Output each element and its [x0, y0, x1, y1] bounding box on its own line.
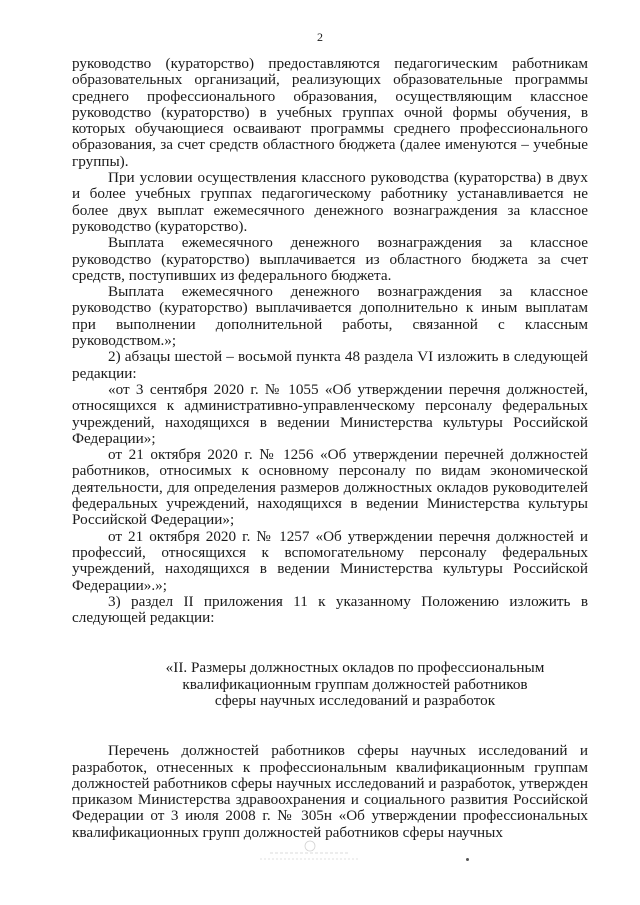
amendment-item-2: 2) абзацы шестой – восьмой пункта 48 раздела VI изложить в следующей редакции: [72, 348, 588, 382]
section-heading-line: сферы научных исследований и разработок [214, 691, 496, 709]
section-heading-line: «II. Размеры должностных окладов по профессиональным [165, 659, 545, 677]
paragraph: Перечень должностей работников сферы научных исследований и разработок, отнесенных к профессиональным квалификационным группам должностей работников сферы научных исследований и разработок, утвержден приказом Министерства здравоохранения и социального развития Российской Федерации от 3 июля 2008 г. № 305н «Об утверждении профессиональных квалификационных групп должностей работников сферы научных [72, 742, 588, 841]
stamp-mark [240, 840, 380, 862]
paragraph: «от 3 сентября 2020 г. № 1055 «Об утверждении перечня должностей, относящихся к административно-управленческому персоналу федеральных учреждений, находящихся в ведении Министерства культуры Российской Федерации»; [72, 380, 588, 447]
page-mark-dot [466, 858, 469, 861]
document-body [72, 56, 588, 841]
section-heading [72, 660, 588, 709]
paragraph: Выплата ежемесячного денежного вознаграждения за классное руководство (кураторство) выплачивается дополнительно к иным выплатам при выполнении дополнительной работы, связанной с классным руководством.»; [72, 283, 588, 350]
paragraph: от 21 октября 2020 г. № 1257 «Об утверждении перечня должностей и профессий, относящихся к вспомогательному персоналу федеральных учреждений, находящихся в ведении Министерства культуры Российской Федерации».»; [72, 527, 588, 594]
paragraph: При условии осуществления классного руководства (кураторства) в двух и более учебных группах педагогическому работнику устанавливается не более двух выплат ежемесячного денежного вознаграждения за классное руководство (кураторство). [72, 169, 588, 235]
section-heading-line: квалификационным группам должностей работников [182, 675, 528, 693]
page-number: 2 [317, 30, 323, 44]
faint-stamp [240, 840, 380, 862]
paragraph-continuation: руководство (кураторство) предоставляются педагогическим работникам образовательных организаций, реализующих образовательные программы среднего профессионального образования, осуществляющим классное руководство (кураторство) в учебных группах очной формы обучения, в которых обучающиеся осваивают программы среднего профессионального образования, за счет средств областного бюджета (далее именуются – учебные группы). [72, 55, 588, 170]
amendment-item-3: 3) раздел II приложения 11 к указанному Положению изложить в следующей редакции: [72, 592, 588, 627]
paragraph: от 21 октября 2020 г. № 1256 «Об утверждении перечней должностей работников, относимых к основному персоналу по видам экономической деятельности, для определения размеров должностных окладов руководителей федеральных учреждений, находящихся в ведении Министерства культуры Российской Федерации»; [72, 446, 588, 529]
paragraph: Выплата ежемесячного денежного вознаграждения за классное руководство (кураторство) выплачивается из областного бюджета за счет средств, поступивших из федерального бюджета. [72, 234, 588, 284]
